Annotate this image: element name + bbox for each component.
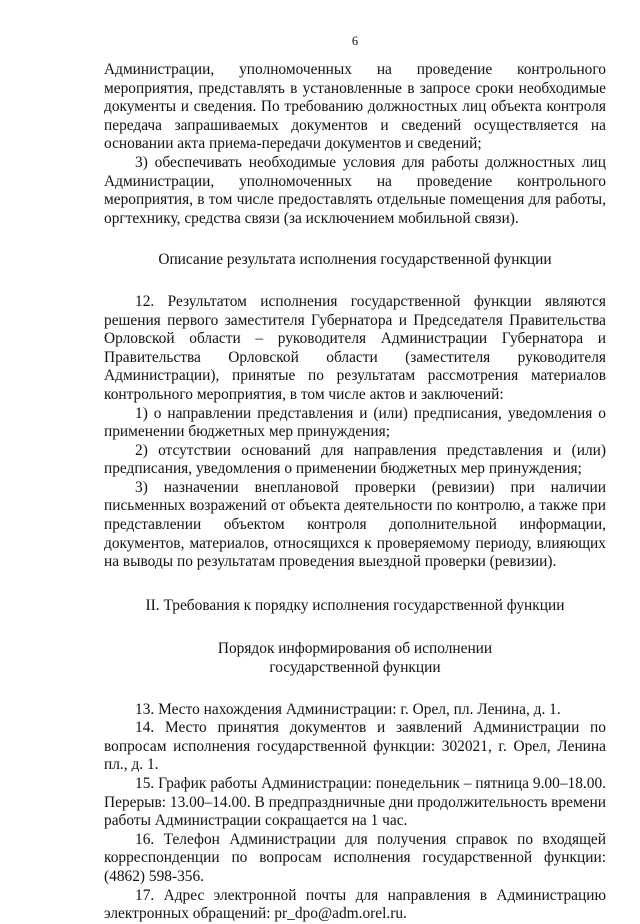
paragraph-13-location: 13. Место нахождения Администрации: г. Орел, пл. Ленина, д. 1. [135, 700, 561, 718]
paragraph-14-documents-address: 14. Место принятия документов и заявлений Администрации по вопросам исполнения государственной функции: 302021, г. Орел, Ленина пл., д. 1. [104, 719, 606, 774]
paragraph-15-schedule: 15. График работы Администрации: понедельник – пятница 9.00–18.00. Перерыв: 13.00–14.00. В предпраздничные дни продолжительность времени работы Администрации сокращается на 1 час. [104, 775, 606, 830]
subsection-heading-line-1: Порядок информирования об исполнении [217, 640, 493, 658]
paragraph-12: 12. Результатом исполнения государственной функции являются решения первого заместителя Губернатора и Председателя Правительства Орловской области – руководителя Администрации Губернатора и Правительства Орловской области (заместителя руководителя Администрации), принятые по результатам рассмотрения материалов контрольного мероприятия, в том числе актов и заключений: [104, 292, 606, 403]
paragraph-item-3-obligations: 3) обеспечивать необходимые условия для работы должностных лиц Администрации, уполномоченных на проведение контрольного мероприятия, в том числе предоставлять отдельные помещения для работы, оргтехнику, средства связи (за исключением мобильной связи). [104, 153, 606, 227]
chapter-heading-ii: II. Требования к порядку исполнения государственной функции [145, 596, 565, 614]
paragraph-continuation: Администрации, уполномоченных на проведение контрольного мероприятия, представлять в установленные в запросе сроки необходимые документы и сведения. По требованию должностных лиц объекта контроля передача запрашиваемых документов и сведений осуществляется на основании акта приема-передачи документов и сведений; [104, 61, 606, 153]
paragraph-17-email: 17. Адрес электронной почты для направления в Администрацию электронных обращений: pr_dpo@adm.orel.ru. [104, 886, 606, 923]
subsection-heading-line-2: государственной функции [269, 659, 441, 677]
section-heading-result: Описание результата исполнения государственной функции [158, 251, 552, 269]
paragraph-16-phone: 16. Телефон Администрации для получения справок по входящей корреспонденции по вопросам исполнения государственной функции: (4862) 598-356. [104, 830, 606, 885]
subsection-heading [104, 640, 606, 677]
paragraph-12-item-2: 2) отсутствии оснований для направления представления и (или) предписания, уведомления о применении бюджетных мер принуждения; [104, 441, 606, 478]
page-number: 6 [351, 34, 359, 48]
paragraph-12-item-3: 3) назначении внеплановой проверки (ревизии) при наличии письменных возражений от объекта деятельности по контролю, а также при представлении объектом контроля дополнительной информации, документов, материалов, относящихся к проверяемому периоду, влияющих на выводы по результатам проведения выездной проверки (ревизии). [104, 478, 606, 571]
paragraph-12-item-1: 1) о направлении представления и (или) предписания, уведомления о применении бюджетных мер принуждения; [104, 404, 606, 441]
